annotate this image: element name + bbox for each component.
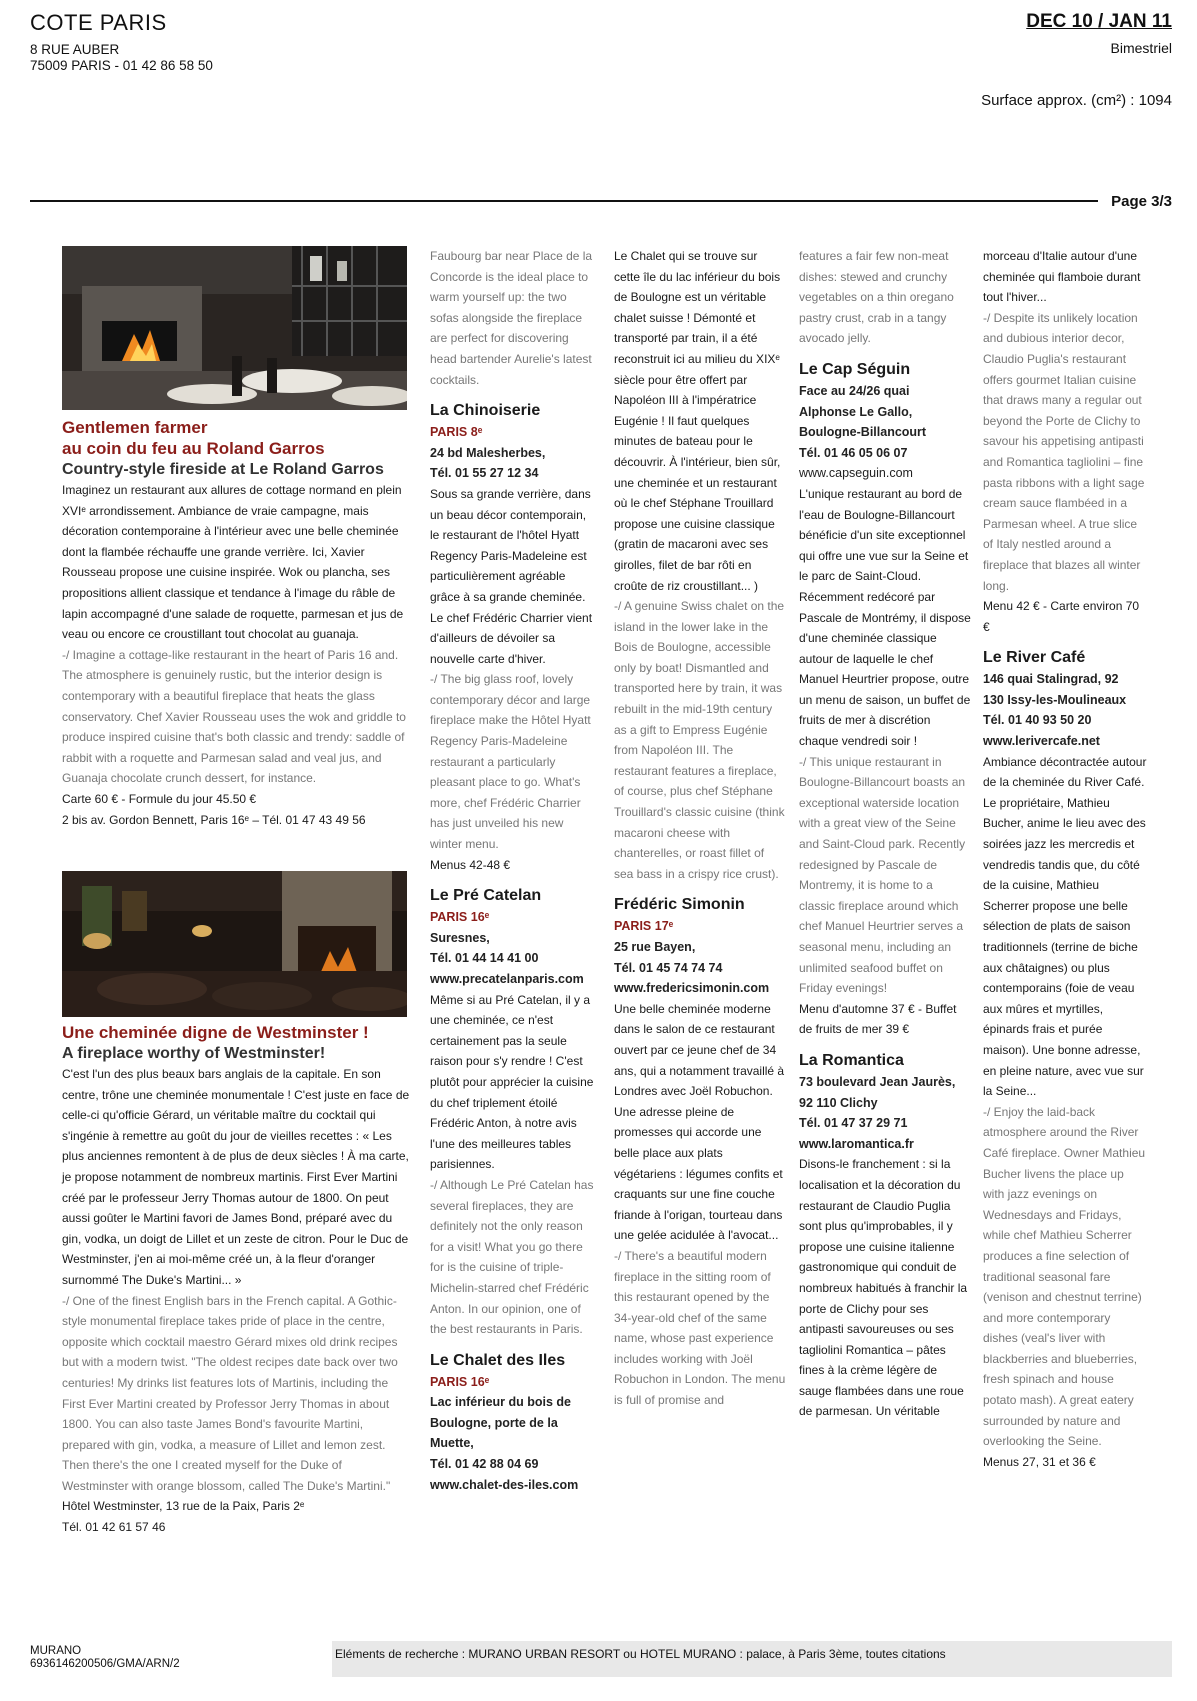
precatelan-name: Le Pré Catelan [430,887,542,905]
simonin-phone: Tél. 01 45 74 74 74 [614,960,723,975]
romantica-phone: Tél. 01 47 37 29 71 [799,1116,908,1131]
footer-reference [30,1645,180,1671]
chalet-name: Le Chalet des Iles [430,1351,566,1369]
precatelan-website: www.precatelanparis.com [430,972,584,986]
article1-price: Carte 60 € - Formule du jour 45.50 € [62,791,257,806]
romantica-address: 73 boulevard Jean Jaurès, 92 110 Clichy [799,1074,956,1110]
capseguin-name: Le Cap Séguin [799,360,911,378]
address-line-1: 8 RUE AUBER [30,42,120,57]
simonin-address: 25 rue Bayen, [614,940,696,954]
simonin-name: Frédéric Simonin [614,896,745,914]
precatelan-city: PARIS 16ᵉ [430,910,490,925]
column-2 [430,246,595,1495]
rivercafe-website: www.lerivercafe.net [983,734,1100,749]
rivercafe-price: Menus 27, 31 et 36 € [983,1454,1096,1469]
column-1-article2 [62,1022,410,1538]
capseguin-price: Menu d'automne 37 € - Buffet de fruits de mer 39 € [799,1001,957,1037]
capseguin-body-en: -/ This unique restaurant in Boulogne-Billancourt boasts an exceptional waterside location with a great view of the Seine and Saint-Cloud park. Recently redesigned by Pascale de Montremy, it is home to a classic fireplace around which chef Manuel Heurtrier serves a seasonal menu, including an unlimited seafood buffet on Friday evenings! [799,754,966,996]
column-4 [799,246,971,1422]
chinoiserie-phone: Tél. 01 55 27 12 34 [430,466,539,481]
column-1 [62,417,410,830]
chinoiserie-body-fr: Sous sa grande verrière, dans un beau décor contemporain, le restaurant de l'hôtel Hyatt Regency Paris-Madeleine est particulièrement agréable grâce à sa grande cheminée. Le chef Frédéric Charrier vient d'ailleurs de dévoiler sa nouvelle carte d'hiver. [430,486,593,666]
article2-body-en: -/ One of the finest English bars in the French capital. A Gothic-style monumental fireplace takes pride of place in the centre, opposite which cocktail maestro Gérard mixes old drink recipes but with a modern twist. "The oldest recipes date back over two centuries! My drinks list features lots of Martinis, including the First Ever Martini created by Professor Jerry Thomas in about 1800. You can also taste James Bond's favourite Martini, prepared with gin, vodka, a measure of Lillet and lemon zest. Then there's the one I created myself for the Duke of Westminster with orange blossom, called The Duke's Martini." [62,1293,398,1493]
rivercafe-name: Le River Café [983,649,1086,667]
article2-address: Hôtel Westminster, 13 rue de la Paix, Paris 2ᵉ [62,1499,305,1514]
article2-title: Une cheminée digne de Westminster ! [62,1023,369,1042]
romantica-name: La Romantica [799,1051,904,1069]
header-rule [30,200,1098,202]
precatelan-phone: Tél. 01 44 14 41 00 [430,951,539,966]
simonin-body-en: -/ There's a beautiful modern fireplace in the sitting room of this restaurant opened by the 34-year-old chef of the same name, whose past experience includes working with Joël Robuchon in London. The menu is full of promise and [614,1248,786,1408]
frequency: Bimestriel [1110,40,1172,56]
publication-name: COTE PARIS [30,10,167,35]
romantica-price: Menu 42 € - Carte environ 70 € [983,599,1140,634]
article1-address: 2 bis av. Gordon Bennett, Paris 16ᵉ – Tél. 01 47 43 49 56 [62,812,366,827]
col2-lead-en: Faubourg bar near Place de la Concorde is the ideal place to warm yourself up: the two sofas alongside the fireplace are perfect for discovering head bartender Aurelie's latest cocktails. [430,249,593,387]
photo-westminster-bar [62,871,407,1017]
simonin-body-en-continued: features a fair few non-meat dishes: stewed and crunchy vegetables on a thin oregano pastry crust, crab in a tangy avocado jelly. [799,249,954,346]
chinoiserie-name: La Chinoiserie [430,402,541,420]
search-elements-box: Eléments de recherche : MURANO URBAN RESORT ou HOTEL MURANO : palace, à Paris 3ème, toutes citations [332,1641,1172,1677]
article1-body-fr: Imaginez un restaurant aux allures de cottage normand en plein XVIᵉ arrondissement. Ambiance de vraie campagne, mais décoration contemporaine à l'intérieur avec une belle cheminée dont la flambée réchauffe une grande verrière. Ici, Xavier Rousseau propose une cuisine inspirée. Wok ou plancha, ses propositions allient classique et tendance à l'image du râble de lapin accompagné d'une salade de roquette, parmesan et jus de veau ou encore ce croustillant tout chocolat au guanaja. [62,483,404,642]
address-line-2: 75009 PARIS - 01 42 86 58 50 [30,58,213,73]
footer-ref-line-2: 6936146200506/GMA/ARN/2 [30,1658,180,1670]
chalet-address: Lac inférieur du bois de Boulogne, porte de la Muette, [430,1395,571,1451]
publication-address [30,42,213,74]
rivercafe-body-en: -/ Enjoy the laid-back atmosphere around the River Café fireplace. Owner Mathieu Bucher livens the place up with jazz evenings on Wednesdays and Fridays, while chef Mathieu Scherrer produces a fine selection of traditional seasonal fare (venison and chestnut terrine) and more contemporary dishes (veal's liver with blackberries and blueberries, fresh spinach and house potato mash). A great eatery surrounded by nature and overlooking the Seine. [983,1104,1146,1449]
chinoiserie-price: Menus 42-48 € [430,857,511,872]
capseguin-address-3: Boulogne-Billancourt [799,425,927,440]
footer-ref-line-1: MURANO [30,1645,82,1657]
simonin-city: PARIS 17ᵉ [614,919,674,934]
issue-date: DEC 10 / JAN 11 [1026,11,1172,32]
column-5 [983,246,1148,1472]
capseguin-body-fr: L'unique restaurant au bord de l'eau de Boulogne-Billancourt bénéficie d'un site exceptionnel qui offre une vue sur la Seine et le parc de Saint-Cloud. Récemment redécoré par Pascale de Montrémy, il dispose d'une cheminée classique autour de laquelle le chef Manuel Heurtrier propose, outre un menu de saison, un buffet de fruits de mer à discrétion chaque vendredi soir ! [799,486,971,749]
rivercafe-body-fr: Ambiance décontractée autour de la cheminée du River Café. Le propriétaire, Mathieu Bucher, anime le lieu avec des soirées jazz les mercredis et vendredis tandis que, du côté de la cuisine, Mathieu Scherrer propose une belle sélection de plats de saison traditionnels (terrine de biche aux châtaignes) ou plus contemporains (foie de veau aux mûres et myrtilles, épinards frais et purée maison). Une bonne adresse, en pleine nature, avec vue sur la Seine... [983,754,1147,1099]
rivercafe-address-2: 130 Issy-les-Moulineaux [983,692,1127,707]
simonin-website: www.fredericsimonin.com [614,981,770,996]
simonin-body-fr: Une belle cheminée moderne dans le salon de ce restaurant ouvert par ce jeune chef de 34 ans, qui a notamment travaillé à Londres avec Joël Robuchon. Une adresse pleine de promesses qui accorde une belle place aux plats végétariens : légumes confits et craquants sur une fine couche friande à l'origan, tourteau dans une gelée acidulée à l'avocat... [614,1001,785,1243]
capseguin-address-1: Face au 24/26 quai [799,383,910,398]
capseguin-address-2: Alphonse Le Gallo, [799,404,913,419]
precatelan-address: Suresnes, [430,930,490,945]
rivercafe-phone: Tél. 01 40 93 50 20 [983,713,1092,728]
article1-subtitle: Country-style fireside at Le Roland Garros [62,461,384,478]
romantica-body-fr-continued: morceau d'Italie autour d'une cheminée qui flamboie durant tout l'hiver... [983,249,1141,305]
chinoiserie-address: 24 bd Malesherbes, [430,445,546,460]
chalet-phone: Tél. 01 42 88 04 69 [430,1457,539,1472]
article1-title-line2: au coin du feu au Roland Garros [62,439,325,458]
chinoiserie-body-en: -/ The big glass roof, lovely contemporary décor and large fireplace make the Hôtel Hyatt Regency Paris-Madeleine restaurant a particularly pleasant place to go. What's more, chef Frédéric Charrier has just unveiled his new winter menu. [430,672,591,852]
article2-subtitle: A fireplace worthy of Westminster! [62,1045,326,1062]
precatelan-body-fr: Même si au Pré Catelan, il y a une cheminée, ce n'est certainement pas la seule raison pour s'y rendre ! C'est plutôt pour apprécier la cuisine du chef triplement étoilé Frédéric Anton, à notre avis l'une des meilleures tables parisiennes. [430,992,594,1172]
article2-body-fr: C'est l'un des plus beaux bars anglais de la capitale. En son centre, trône une cheminée monumentale ! C'est juste en face de celle-ci qu'officie Gérard, un véritable maître du cocktail qui s'ingénie à remettre au goût du jour de vieilles recettes : « Les plus anciennes remontent à de plus de deux siècles ! À ma carte, je propose notamment de nombreux martinis. First Ever Martini créé par le professeur Jerry Thomas autour de 1800. On peut aussi goûter le Martini favori de James Bond, préparé avec du gin, vodka, un doigt de Lillet et un zeste de citron. Pour le Duc de Westminster, j'en ai moi-même créé un, à la fleur d'oranger surnommé The Duke's Martini... » [62,1067,410,1287]
romantica-body-en: -/ Despite its unlikely location and dubious interior decor, Claudio Puglia's restaurant offers gourmet Italian cuisine that draws many a regular out beyond the Porte de Clichy to savour his appetising antipasti and Romantica tagliolini – fine pasta ribbons with a light sage cream sauce flambéed in a Parmesan wheel. A true slice of Italy nestled around a fireplace that blazes all winter long. [983,310,1145,593]
chalet-body-en: -/ A genuine Swiss chalet on the island in the lower lake in the Bois de Boulogne, accessible only by boat! Dismantled and transported here by train, it was rebuilt in the mid-19th century as a gift to Empress Eugénie from Napoléon III. The restaurant features a fireplace, of course, plus chef Stéphane Trouillard's classic cuisine (think macaroni cheese with chanterelles, or roast fillet of sea bass in a crispy rice crust). [614,599,785,881]
chalet-website: www.chalet-des-iles.com [430,1477,579,1492]
chalet-city: PARIS 16ᵉ [430,1374,490,1389]
romantica-body-fr: Disons-le franchement : si la localisation et la décoration du restaurant de Claudio Puglia sont plus qu'improbables, il y propose une cuisine italienne gastronomique qui conduit de nombreux habitués à franchir la porte de Clichy pour ses antipasti savoureuses ou ses tagliolini Romantica – pâtes fines à la crème légère de sauge flambées dans une roue de parmesan. Un véritable [799,1157,968,1419]
page-number: Page 3/3 [1105,193,1172,210]
article1-title-line1: Gentlemen farmer [62,418,208,437]
rivercafe-address-1: 146 quai Stalingrad, 92 [983,672,1119,687]
surface-area: Surface approx. (cm²) : 1094 [981,92,1172,109]
column-3 [614,246,786,1411]
photo-roland-garros-restaurant [62,246,407,410]
romantica-website: www.laromantica.fr [799,1136,914,1151]
capseguin-phone: Tél. 01 46 05 06 07 [799,445,908,460]
capseguin-website: www.capseguin.com [799,466,913,481]
precatelan-body-en: -/ Although Le Pré Catelan has several fireplaces, they are definitely not the only reason for a visit! What you go there for is the cuisine of triple-Michelin-starred chef Frédéric Anton. In our opinion, one of the best restaurants in Paris. [430,1177,594,1337]
chinoiserie-city: PARIS 8ᵉ [430,425,483,440]
article2-phone: Tél. 01 42 61 57 46 [62,1520,166,1535]
article1-body-en: -/ Imagine a cottage-like restaurant in the heart of Paris 16 and. The atmosphere is genuinely rustic, but the interior design is contemporary with a beautiful fireplace that heats the glass conservatory. Chef Xavier Rousseau uses the wok and griddle to produce inspired cuisine that's both classic and trendy: saddle of rabbit with a roquette and Parmesan salad and veal jus, and Guanaja chocolate crunch dessert, for instance. [62,647,406,786]
chalet-body-fr: Le Chalet qui se trouve sur cette île du lac inférieur du bois de Boulogne est un véritable chalet suisse ! Démonté et transporté par train, il a été reconstruit ici au milieu du XIXᵉ siècle pour être offert par Napoléon III à l'impératrice Eugénie ! Il faut quelques minutes de bateau pour le découvrir. À l'intérieur, bien sûr, une cheminée et un restaurant où le chef Stéphane Trouillard propose une cuisine classique (gratin de macaroni avec ses girolles, filet de bar rôti en croûte de riz croustillant... ) [614,249,781,593]
